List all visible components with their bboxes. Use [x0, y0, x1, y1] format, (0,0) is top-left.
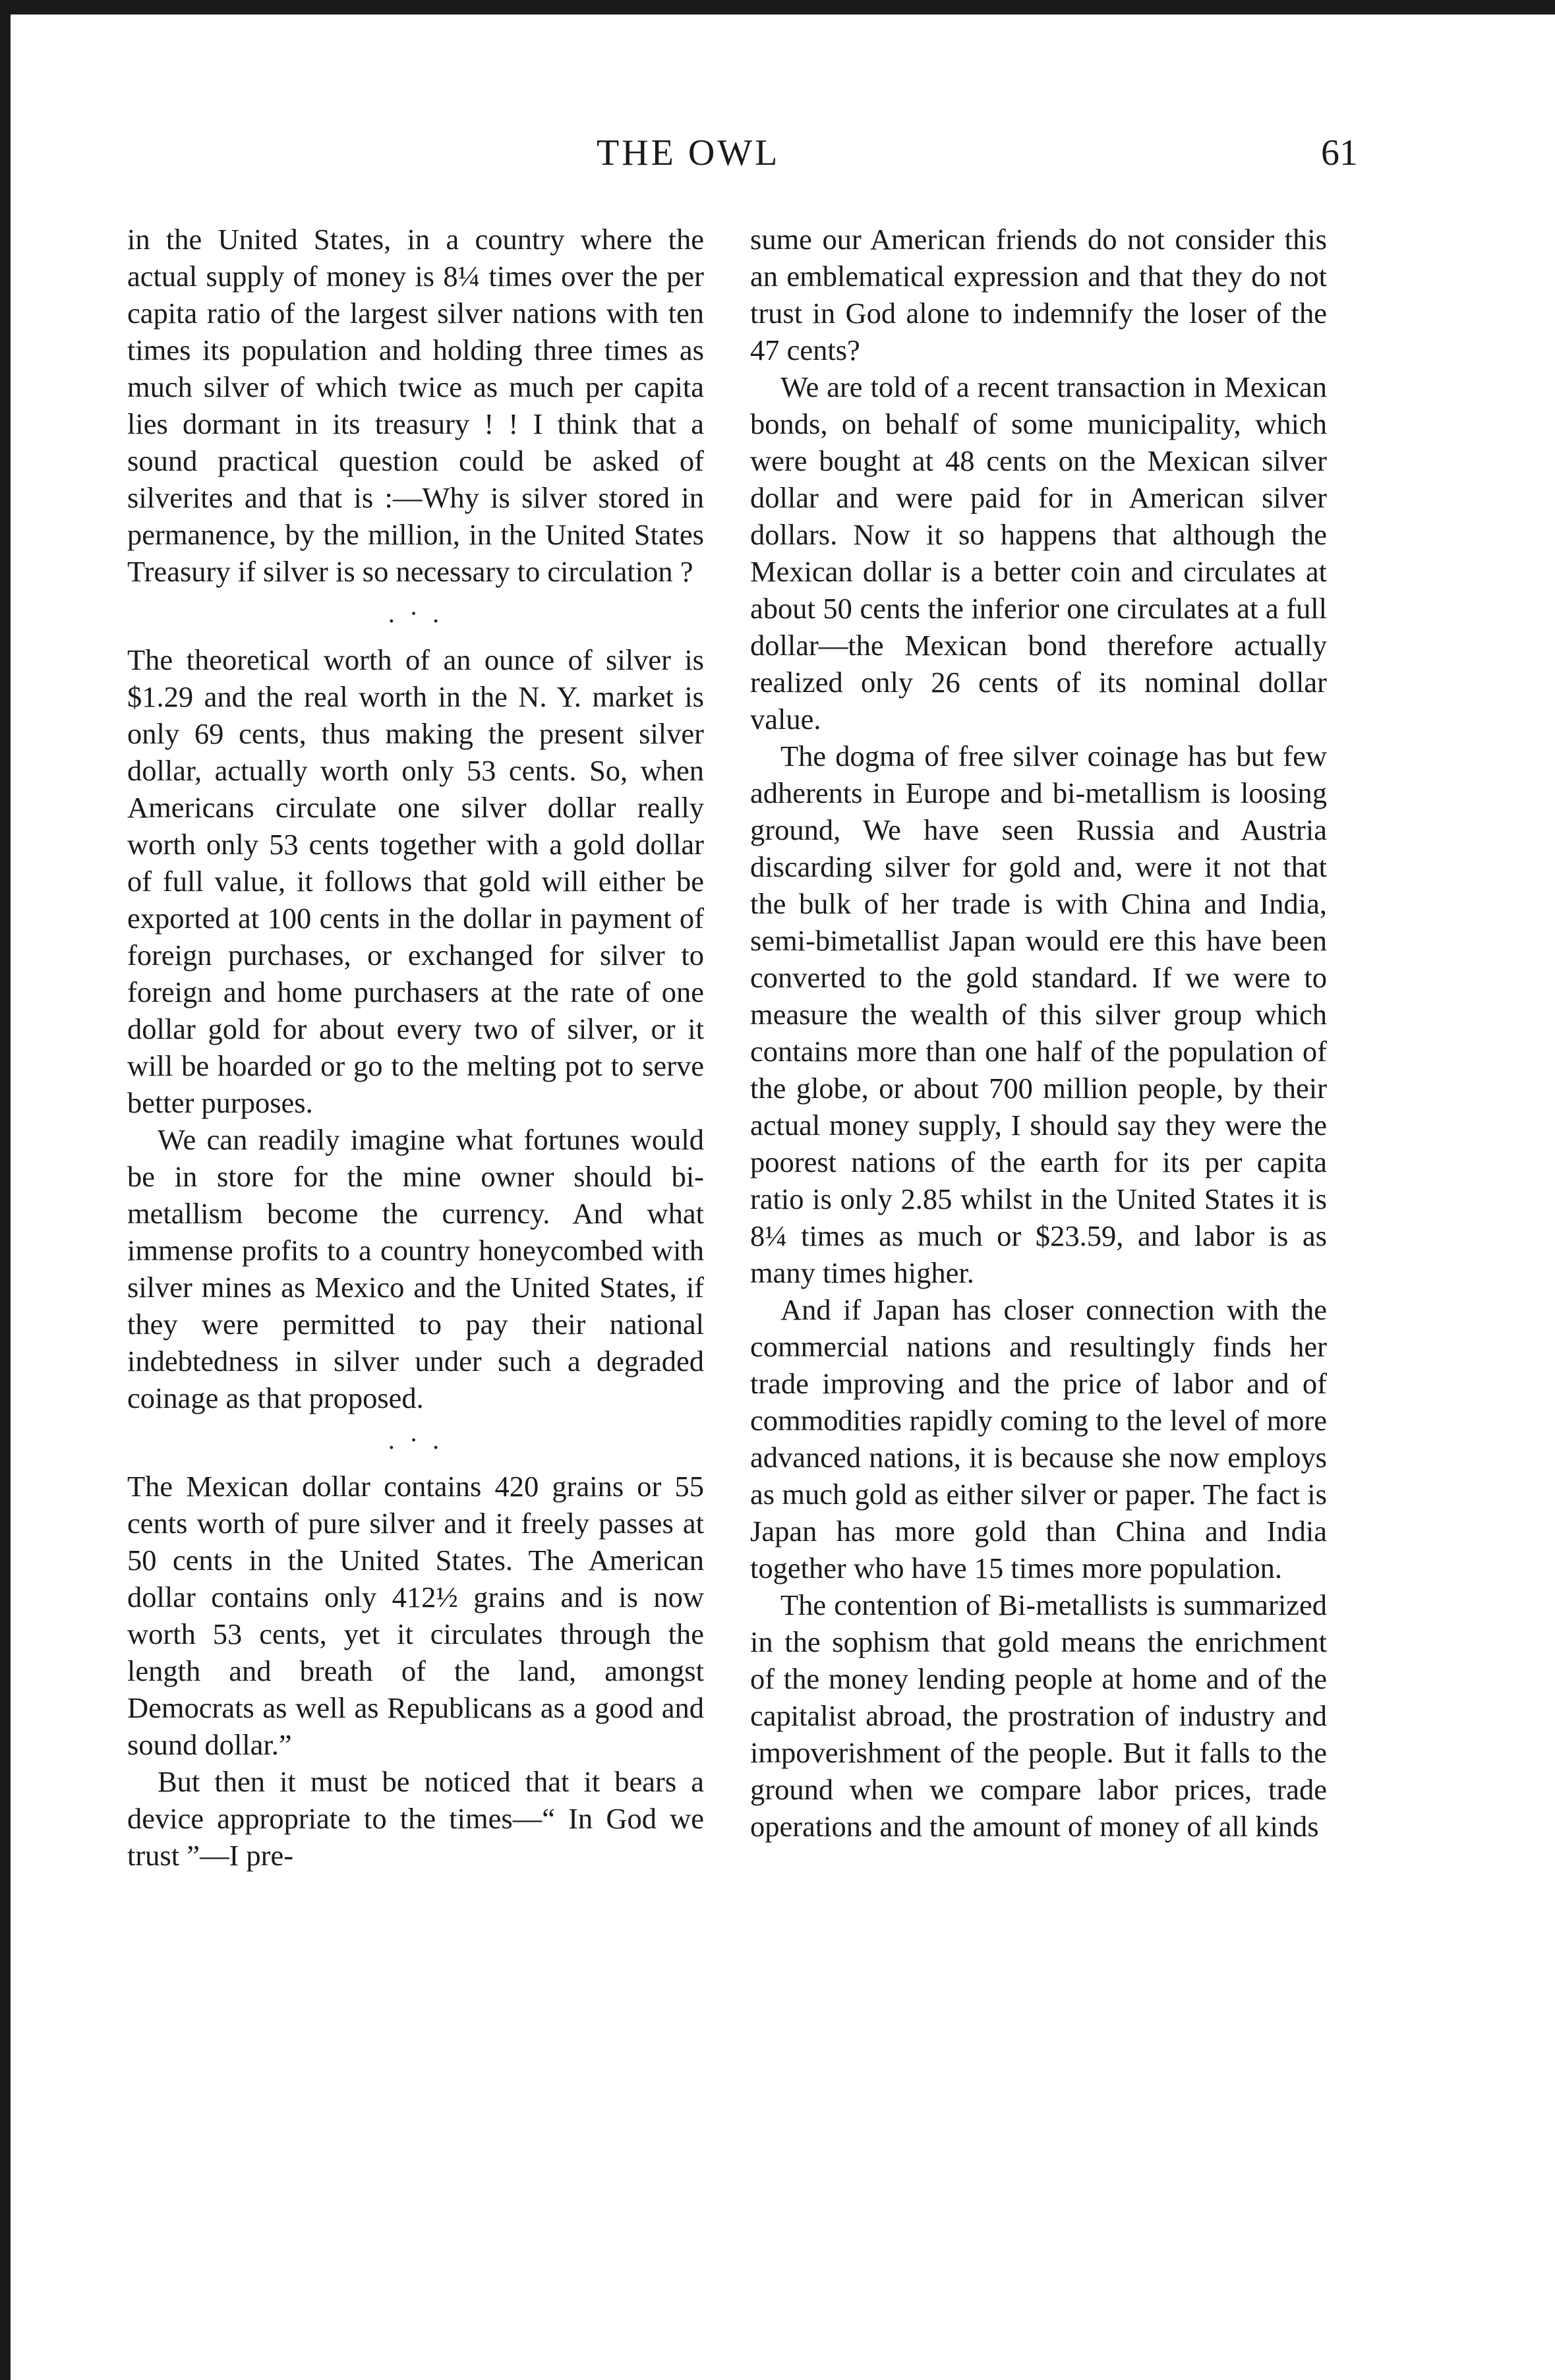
- paragraph: And if Japan has closer connection with the commercial nations and resultingly finds her trade improving and the price of labor and of commodities rapidly coming to the level of more advanced nations, it is because she now employs as much gold as either silver or paper. The fact is Japan has more gold than China and India together who have 15 times more population.: [750, 1293, 1327, 1584]
- section-separator: . · .: [388, 598, 444, 628]
- paragraph: We are told of a recent transaction in Mexican bonds, on behalf of some municipality, which were bought at 48 cents on the Mexican silver dollar and were paid for in American silver dollars. Now it so happens that although the Mexican dollar is a better coin and circulates at about 50 cents the inferior one circulates at a full dollar—the Mexican bond therefore actually realized only 26 cents of its nominal dollar value.: [750, 370, 1327, 736]
- left-column: [127, 221, 704, 1874]
- section-separator: . · .: [388, 1425, 444, 1455]
- top-border-rule: [0, 0, 1555, 15]
- paragraph: sume our American friends do not consider this an emblematical expression and that they do not trust in God alone to indemnify the loser of the 47 cents?: [750, 223, 1327, 366]
- paragraph: The Mexican dollar contains 420 grains or 55 cents worth of pure silver and it freely passes at 50 cents in the United States. The American dollar contains only 412½ grains and is now worth 53 cents, yet it circulates through the length and breath of the land, amongst Democrats as well as Republicans as a good and sound dollar.”: [127, 1470, 704, 1761]
- page-header: [0, 132, 1555, 185]
- page-number: 61: [1321, 132, 1358, 173]
- right-column: [750, 221, 1327, 1845]
- paragraph: in the United States, in a country where the actual supply of money is 8¼ times over the per capita ratio of the largest silver nations with ten times its population and holding three times as much silver of which twice as much per capita lies dormant in its treasury ! ! I think that a sound practical question could be asked of silverites and that is :—Why is silver stored in permanence, by the million, in the United States Treasury if silver is so necessary to circulation ?: [127, 223, 704, 588]
- paragraph: The dogma of free silver coinage has but few adherents in Europe and bi-metallism is loosing ground, We have seen Russia and Austria discarding silver for gold and, were it not that the bulk of her trade is with China and India, semi-bimetallist Japan would ere this have been converted to the gold standard. If we were to measure the wealth of this silver group which contains more than one half of the population of the globe, or about 700 million people, by their actual money supply, I should say they were the poorest nations of the earth for its per capita ratio is only 2.85 whilst in the United States it is 8¼ times as much or $23.59, and labor is as many times higher.: [750, 740, 1327, 1289]
- paragraph: But then it must be noticed that it bears a device appropriate to the times—“ In God we trust ”—I pre-: [127, 1765, 704, 1872]
- running-title: THE OWL: [597, 132, 780, 173]
- left-border-rule: [0, 0, 11, 2380]
- paragraph: The theoretical worth of an ounce of silver is $1.29 and the real worth in the N. Y. market is only 69 cents, thus making the present silver dollar, actually worth only 53 cents. So, when Americans circulate one silver dollar really worth only 53 cents together with a gold dollar of full value, it follows that gold will either be exported at 100 cents in the dollar in payment of foreign purchases, or exchanged for silver to foreign and home purchasers at the rate of one dollar gold for about every two of silver, or it will be hoarded or go to the melting pot to serve better purposes.: [127, 643, 704, 1119]
- paragraph: The contention of Bi-metallists is summarized in the sophism that gold means the enrichment of the money lending people at home and of the capitalist abroad, the prostration of industry and impoverishment of the people. But it falls to the ground when we compare labor prices, trade operations and the amount of money of all kinds: [750, 1588, 1327, 1843]
- paragraph: We can readily imagine what fortunes would be in store for the mine owner should bi-metallism become the currency. And what immense profits to a country honeycombed with silver mines as Mexico and the United States, if they were permitted to pay their national indebtedness in silver under such a degraded coinage as that proposed.: [127, 1123, 704, 1414]
